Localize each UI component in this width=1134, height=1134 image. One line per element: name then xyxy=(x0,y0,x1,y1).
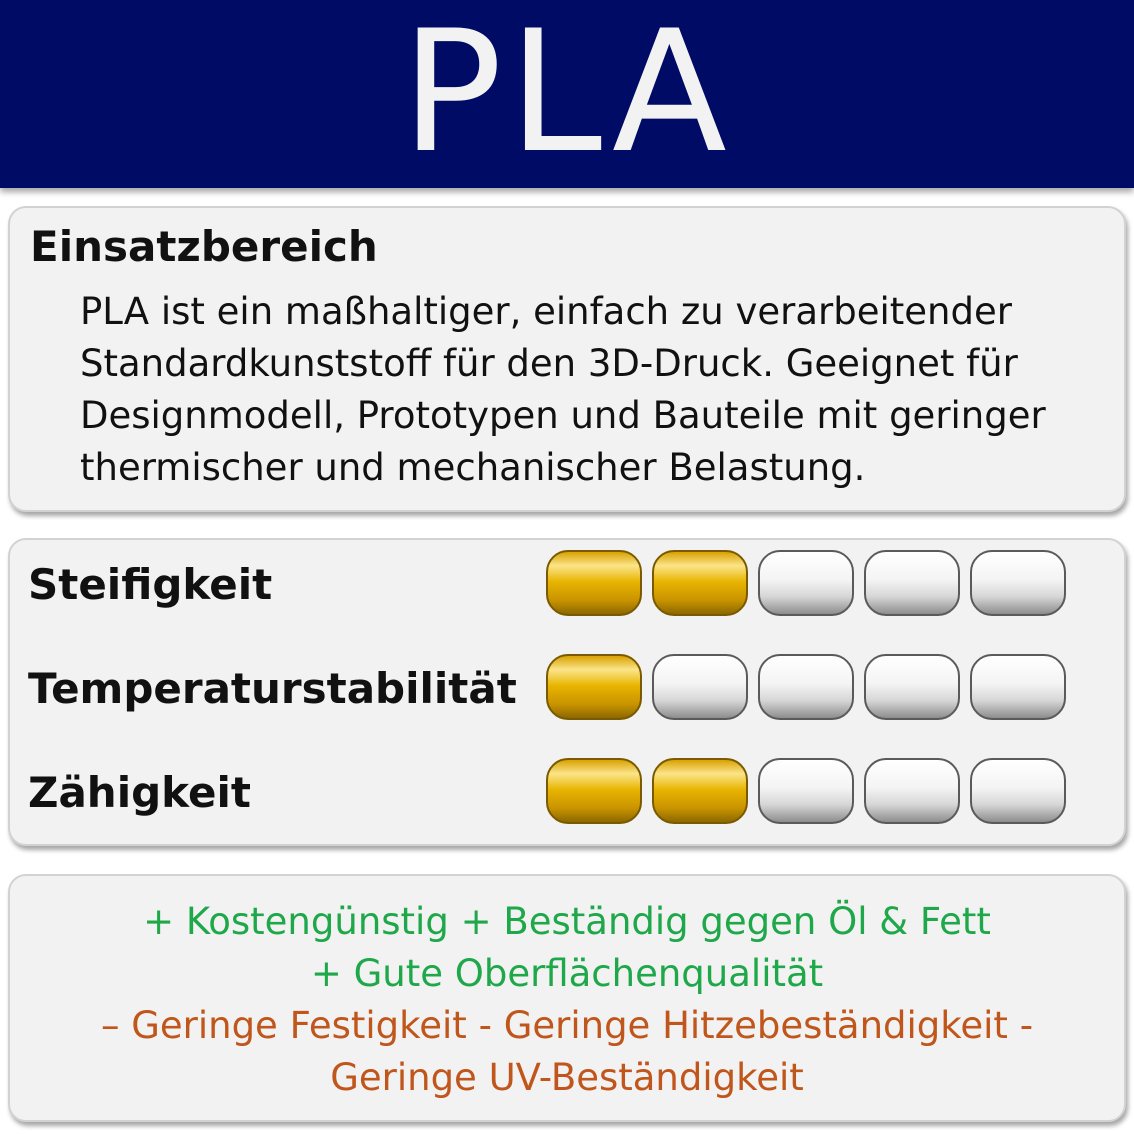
pros-cons-line: + Gute Oberflächenqualität xyxy=(310,952,824,995)
rating-pill-empty xyxy=(758,758,854,824)
rating-label: Steifigkeit xyxy=(28,560,273,609)
rating-pill-empty xyxy=(970,758,1066,824)
rating-pill-filled xyxy=(546,654,642,720)
rating-pill-empty xyxy=(864,654,960,720)
pros-cons-card xyxy=(8,874,1126,1122)
rating-label: Temperaturstabilität xyxy=(28,664,517,713)
pros-cons-list xyxy=(10,896,1124,1104)
rating-pills xyxy=(546,758,1066,824)
rating-row-zaehigkeit xyxy=(10,758,1124,828)
usage-card xyxy=(8,206,1126,512)
pros-cons-line: Geringe UV-Beständigkeit xyxy=(330,1056,804,1099)
rating-label: Zähigkeit xyxy=(28,768,251,817)
rating-row-temperaturstabilitaet xyxy=(10,654,1124,724)
material-title: PLA xyxy=(401,0,733,190)
rating-pills xyxy=(546,654,1066,720)
rating-pill-empty xyxy=(970,550,1066,616)
usage-heading: Einsatzbereich xyxy=(30,222,378,271)
pros-cons-line: + Kostengünstig + Beständig gegen Öl & Fett xyxy=(143,900,991,943)
properties-card xyxy=(8,538,1126,846)
usage-description: PLA ist ein maßhaltiger, einfach zu verarbeitender Standardkunststoff für den 3D-Druck. Geeignet für Designmodell, Prototypen und Bauteile mit geringer thermischer und mechanischer Belastung. xyxy=(80,290,1046,489)
rating-pill-empty xyxy=(652,654,748,720)
rating-pill-empty xyxy=(864,758,960,824)
rating-pill-filled xyxy=(652,758,748,824)
rating-pills xyxy=(546,550,1066,616)
rating-row-steifigkeit xyxy=(10,550,1124,620)
title-banner xyxy=(0,0,1134,188)
pros-cons-line: – Geringe Festigkeit - Geringe Hitzebeständigkeit - xyxy=(100,1004,1034,1047)
rating-pill-filled xyxy=(546,550,642,616)
rating-pill-empty xyxy=(758,550,854,616)
rating-pill-filled xyxy=(546,758,642,824)
rating-pill-filled xyxy=(652,550,748,616)
rating-pill-empty xyxy=(970,654,1066,720)
rating-pill-empty xyxy=(864,550,960,616)
rating-pill-empty xyxy=(758,654,854,720)
